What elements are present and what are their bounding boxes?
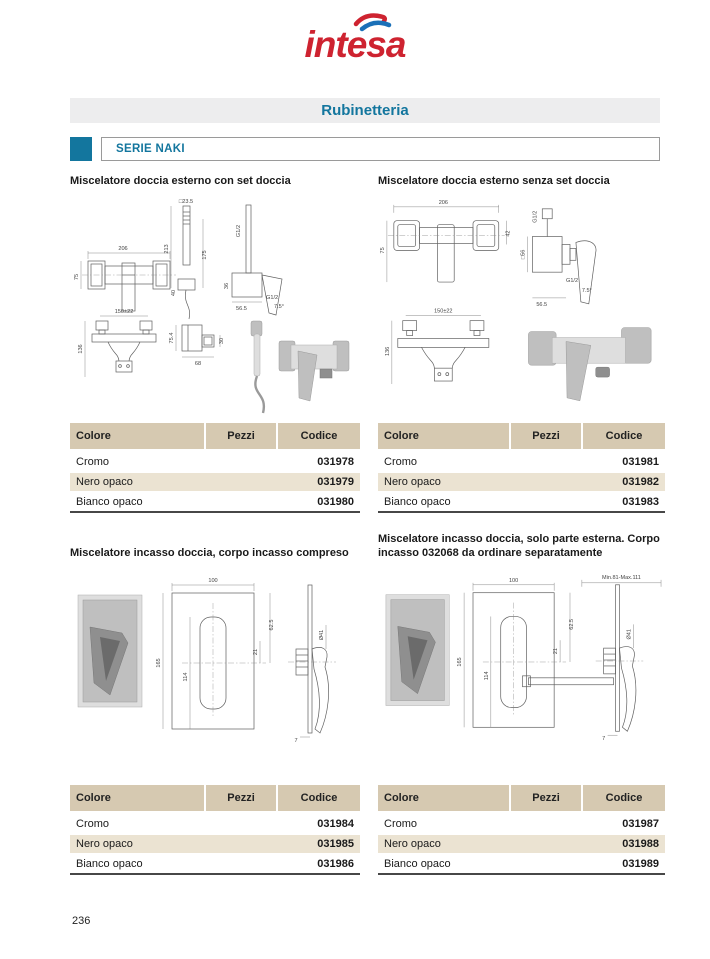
detail-view <box>169 325 225 367</box>
pezzi-cell <box>204 835 276 855</box>
col-pezzi: Pezzi <box>509 423 581 453</box>
spec-table <box>70 785 360 875</box>
series-title: SERIE NAKI <box>101 137 660 161</box>
dimension-label: 175 <box>202 250 208 260</box>
technical-drawing <box>378 193 665 423</box>
section-con-set-doccia <box>70 171 360 513</box>
dimension-label: 68 <box>194 360 202 367</box>
dimension-label: 75.4 <box>169 332 175 344</box>
spec-table <box>378 785 665 875</box>
dimension-label: 56.5 <box>536 301 548 308</box>
table-header-row <box>70 785 360 815</box>
series-accent-square <box>70 137 92 161</box>
spec-table <box>70 423 360 513</box>
section-senza-set-doccia <box>378 171 665 513</box>
codice-cell: 031987 <box>581 815 665 835</box>
dimension-label: 56.5 <box>236 305 247 312</box>
page-header <box>0 0 710 88</box>
codice-cell: 031989 <box>581 855 665 875</box>
dimension-label: 100 <box>508 577 519 584</box>
dimension-label: 36 <box>224 282 230 289</box>
dimension-label: 165 <box>457 657 464 667</box>
pezzi-cell <box>204 493 276 513</box>
col-codice: Codice <box>581 423 665 453</box>
dimension-label: G1/2 <box>532 210 539 223</box>
pezzi-cell <box>204 453 276 473</box>
codice-cell: 031982 <box>581 473 665 493</box>
sections-top-row <box>70 171 660 513</box>
colore-cell: Nero opaco <box>378 473 509 493</box>
table-row <box>70 855 360 875</box>
section-title: Miscelatore incasso doccia, corpo incasso compreso <box>70 547 349 559</box>
col-pezzi: Pezzi <box>204 423 276 453</box>
dimension-label: 114 <box>483 671 490 681</box>
pezzi-cell <box>509 493 581 513</box>
dimension-label: G1/2 <box>566 277 579 284</box>
product-photo <box>528 327 651 400</box>
dimension-label: 75 <box>74 273 80 280</box>
table-header-row <box>378 423 665 453</box>
dimension-label: 7.5° <box>581 287 592 294</box>
side-view <box>224 205 284 315</box>
logo-swoosh-icon <box>350 11 392 35</box>
table-header-row <box>378 785 665 815</box>
series-row <box>70 137 660 161</box>
col-colore: Colore <box>378 423 509 453</box>
col-pezzi: Pezzi <box>204 785 276 815</box>
colore-cell: Bianco opaco <box>378 493 509 513</box>
dimension-label: 206 <box>118 245 128 252</box>
pezzi-cell <box>509 473 581 493</box>
pezzi-cell <box>204 473 276 493</box>
content-area <box>70 171 660 875</box>
col-codice: Codice <box>276 423 360 453</box>
dimension-label: 62.5 <box>269 619 275 631</box>
front-view <box>156 578 275 729</box>
table-row <box>70 815 360 835</box>
table-row <box>70 493 360 513</box>
section-title: Miscelatore doccia esterno senza set doccia <box>378 175 610 187</box>
dimension-label: 150±22 <box>114 308 134 315</box>
dimension-label: 21 <box>253 648 259 655</box>
colore-cell: Bianco opaco <box>378 855 509 875</box>
col-colore: Colore <box>378 785 509 815</box>
product-photo <box>386 594 449 705</box>
table-row <box>378 473 665 493</box>
dimension-label: 165 <box>156 658 162 668</box>
technical-drawing <box>378 565 665 785</box>
dimension-label: Ø41 <box>319 629 325 641</box>
sections-bottom-row <box>70 527 660 875</box>
col-pezzi: Pezzi <box>509 785 581 815</box>
dimension-label: 62.5 <box>568 618 575 630</box>
top-view <box>385 308 489 383</box>
category-bar: Rubinetteria <box>70 98 660 123</box>
colore-cell: Cromo <box>378 453 509 473</box>
colore-cell: Cromo <box>70 815 204 835</box>
dimension-label: 136 <box>78 344 84 354</box>
section-title: Miscelatore doccia esterno con set doccia <box>70 175 291 187</box>
dimension-label: 114 <box>183 672 189 682</box>
colore-cell: Bianco opaco <box>70 855 204 875</box>
colore-cell: Cromo <box>378 815 509 835</box>
top-view <box>78 309 156 377</box>
front-view <box>74 246 176 311</box>
technical-drawing-area <box>70 565 360 785</box>
table-row <box>70 473 360 493</box>
technical-drawing <box>70 565 360 785</box>
pezzi-cell <box>509 453 581 473</box>
table-header-row <box>70 423 360 453</box>
technical-drawing-area <box>378 193 665 423</box>
table-row <box>378 815 665 835</box>
dimension-label: 21 <box>553 647 560 654</box>
side-view <box>522 575 661 742</box>
dimension-label: G1/2 <box>266 294 279 301</box>
side-view <box>520 209 596 308</box>
codice-cell: 031984 <box>276 815 360 835</box>
dimension-label: 206 <box>438 199 448 206</box>
col-codice: Codice <box>276 785 360 815</box>
technical-drawing-area <box>70 193 360 423</box>
pezzi-cell <box>509 835 581 855</box>
dimension-label: 30 <box>219 337 225 344</box>
dimension-label: 136 <box>384 346 391 356</box>
dimension-label: 100 <box>208 577 218 584</box>
table-row <box>70 453 360 473</box>
dimension-label: 75 <box>379 247 386 254</box>
table-row <box>378 835 665 855</box>
technical-drawing-area <box>378 565 665 785</box>
colore-cell: Nero opaco <box>70 835 204 855</box>
dimension-label: 213 <box>164 244 170 254</box>
pezzi-cell <box>204 855 276 875</box>
codice-cell: 031980 <box>276 493 360 513</box>
codice-cell: 031986 <box>276 855 360 875</box>
dimension-label: 7 <box>602 735 606 742</box>
product-photo <box>251 321 349 413</box>
dimension-label: □56 <box>520 249 527 259</box>
pezzi-cell <box>509 815 581 835</box>
front-view <box>457 578 575 727</box>
codice-cell: 031985 <box>276 835 360 855</box>
codice-cell: 031988 <box>581 835 665 855</box>
page-number: 236 <box>72 915 91 927</box>
dimension-label: 150±22 <box>434 308 453 315</box>
table-row <box>378 493 665 513</box>
dimension-label: □23.5 <box>178 198 194 205</box>
dimension-label: 42 <box>505 230 512 237</box>
colore-cell: Nero opaco <box>70 473 204 493</box>
dimension-label: 7.5° <box>274 303 285 310</box>
col-codice: Codice <box>581 785 665 815</box>
dimension-label: 40 <box>171 289 177 296</box>
table-row <box>378 855 665 875</box>
codice-cell: 031979 <box>276 473 360 493</box>
side-view <box>288 585 336 744</box>
logo-text: intesa <box>304 24 406 65</box>
dimension-label: G1/2 <box>236 224 242 237</box>
pezzi-cell <box>204 815 276 835</box>
section-incasso-parte-esterna <box>378 527 665 875</box>
table-row <box>70 835 360 855</box>
product-photo <box>78 595 142 707</box>
codice-cell: 031981 <box>581 453 665 473</box>
section-title: Miscelatore incasso doccia, solo parte esterna. Corpo incasso 032068 da ordinare separatamente <box>378 533 660 559</box>
dimension-label: Min.81-Max.111 <box>602 574 641 581</box>
spec-table <box>378 423 665 513</box>
codice-cell: 031978 <box>276 453 360 473</box>
intesa-logo <box>305 26 406 63</box>
codice-cell: 031983 <box>581 493 665 513</box>
colore-cell: Nero opaco <box>378 835 509 855</box>
front-view <box>380 200 512 282</box>
col-colore: Colore <box>70 423 204 453</box>
dimension-label: 7 <box>294 737 298 744</box>
section-incasso-compreso <box>70 527 360 875</box>
dimension-label: Ø41 <box>626 628 633 640</box>
colore-cell: Bianco opaco <box>70 493 204 513</box>
handshower-view <box>164 199 208 319</box>
colore-cell: Cromo <box>70 453 204 473</box>
pezzi-cell <box>509 855 581 875</box>
table-row <box>378 453 665 473</box>
technical-drawing <box>70 193 360 423</box>
col-colore: Colore <box>70 785 204 815</box>
